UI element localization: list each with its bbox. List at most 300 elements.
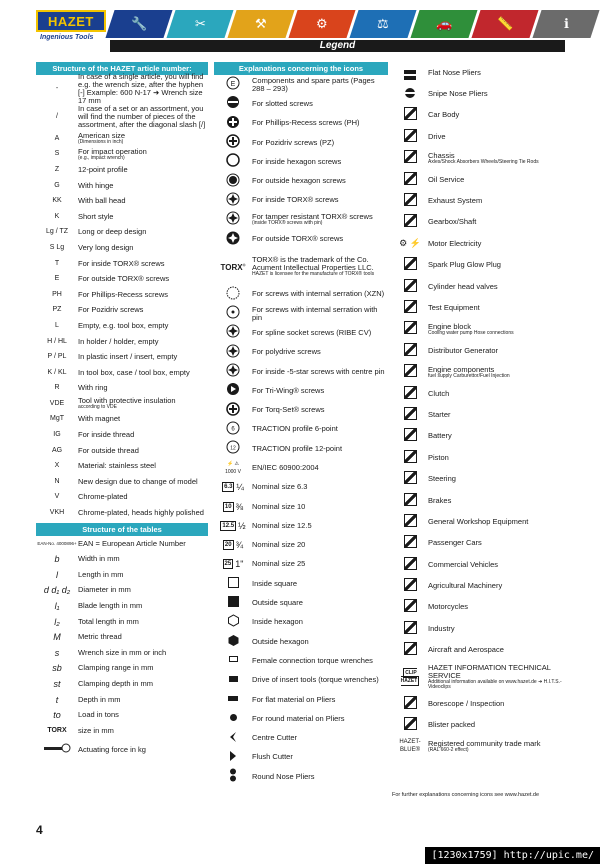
- legend-row: [214, 651, 388, 670]
- legend-row: [392, 255, 568, 276]
- legend-text: EAN = European Article Number: [78, 538, 186, 548]
- legend-row: [36, 365, 208, 381]
- legend-row: [36, 536, 208, 552]
- legend-text: For inside hexagon screws: [252, 156, 342, 166]
- motorcycles-icon: [392, 599, 428, 615]
- legend-text: With ring: [78, 383, 108, 393]
- legend-subtext: (inside TORX® screws with pin): [252, 220, 323, 227]
- flat-nose-icon: [392, 69, 428, 77]
- legend-row: [214, 381, 388, 400]
- legend-text: Distributor Generator: [428, 345, 499, 355]
- blister-icon: [392, 717, 428, 733]
- torq-set-icon: [214, 402, 252, 419]
- legend-text: Wrench size in mm or inch: [78, 647, 167, 657]
- legend-row: [392, 83, 568, 104]
- legend-row: [392, 169, 568, 190]
- article-symbol: E: [54, 275, 60, 283]
- legend-text: Borescope / Inspection: [428, 698, 505, 708]
- legend-text: HAZET INFORMATION TECHNICAL SERVICE Additional information available on www.hazet.de ➜ H.I.T.S.-Videoclips: [428, 664, 568, 690]
- category-tab[interactable]: [166, 10, 233, 38]
- legend-row: [392, 361, 568, 382]
- article-symbol: K / KL: [47, 368, 67, 376]
- torx-logo-icon: TORX®: [220, 261, 246, 272]
- legend-text: Blade length in mm: [78, 601, 143, 611]
- legend-text: With magnet: [78, 414, 121, 424]
- legend-text: In plastic insert / insert, empty: [78, 352, 178, 362]
- legend-row: [36, 225, 208, 241]
- legend-text: Centre Cutter: [252, 733, 298, 743]
- legend-row: [214, 152, 388, 171]
- legend-row: [392, 618, 568, 639]
- article-symbol: K: [54, 212, 60, 220]
- legend-text: In tool box, case / tool box, empty: [78, 367, 190, 377]
- legend-row: [392, 447, 568, 468]
- article-symbol: G: [54, 181, 60, 189]
- legend-text: Diameter in mm: [78, 585, 131, 595]
- legend-text: Nominal size 10: [252, 501, 306, 511]
- snipe-nose-icon: [392, 87, 428, 102]
- legend-text: Inside square: [252, 578, 298, 588]
- legend-text: Motorcycles: [428, 602, 469, 612]
- legend-row: [392, 693, 568, 714]
- agricultural-icon: [392, 578, 428, 594]
- aircraft-icon: [392, 642, 428, 658]
- legend-text: Long or deep design: [78, 227, 147, 237]
- legend-text: Chrome-plated: [78, 492, 128, 502]
- article-symbol: IG: [53, 431, 61, 439]
- car-body-icon: [392, 107, 428, 123]
- legend-text: size in mm: [78, 725, 114, 735]
- legend-text: For Torq-Set® screws: [252, 405, 325, 415]
- table-symbol: d d₁ d₂: [43, 585, 71, 596]
- category-icons-column: [392, 62, 568, 757]
- legend-row: [36, 583, 208, 599]
- legend-text: Actuating force in kg: [78, 744, 146, 754]
- legend-row: [214, 555, 388, 574]
- article-structure-heading: Structure of the HAZET article number:: [36, 62, 208, 75]
- legend-row: [214, 304, 388, 323]
- svg-text:E: E: [230, 81, 236, 89]
- article-symbol: VKH: [49, 509, 65, 517]
- table-symbol: b: [54, 554, 60, 565]
- footnote: For further explanations concerning icons see www.hazet.de: [392, 792, 540, 798]
- size20-icon: 20 ¾: [224, 540, 244, 551]
- phillips-icon: [214, 115, 252, 132]
- table-symbol: l₁: [54, 601, 60, 612]
- legend-row: [214, 690, 388, 709]
- legend-row: [36, 271, 208, 287]
- legend-text: Empty, e.g. tool box, empty: [78, 320, 169, 330]
- legend-text: For tamper resistant TORX® screws (inside TORX® screws with pin): [252, 213, 388, 226]
- size25-icon: 25 1": [224, 559, 244, 570]
- article-symbol: R: [54, 384, 60, 392]
- legend-row: [214, 748, 388, 767]
- legend-row: [36, 334, 208, 350]
- round-material-icon: [214, 714, 252, 724]
- female-connection-icon: [214, 656, 252, 665]
- icons-explanation-heading: Explanations concerning the icons: [214, 62, 388, 75]
- legend-row: [214, 632, 388, 651]
- legend-row: [36, 427, 208, 443]
- legend-row: [392, 404, 568, 425]
- legend-text: Steering: [428, 474, 456, 484]
- spark-plug-icon: [392, 257, 428, 273]
- legend-row: [36, 240, 208, 256]
- legend-text: For inside -5-star screws with centre pin: [252, 366, 385, 376]
- torx-outside-icon: [214, 231, 252, 248]
- legend-text: Engine block Cooling water pump Hose connections: [428, 323, 568, 336]
- legend-row: [392, 233, 568, 254]
- legend-row: [214, 671, 388, 690]
- legend-row: [36, 381, 208, 397]
- legend-row: [392, 383, 568, 404]
- drive-icon: [392, 129, 428, 145]
- article-symbol: A: [54, 134, 60, 142]
- legend-subtext: Cooling water pump Hose connections: [428, 329, 514, 336]
- torx-inside-icon: [214, 192, 252, 209]
- legend-text: Starter: [428, 409, 451, 419]
- distributor-icon: [392, 343, 428, 359]
- legend-text: General Workshop Equipment: [428, 516, 529, 526]
- legend-text: TRACTION profile 6-point: [252, 424, 338, 434]
- legend-text: Nominal size 12.5: [252, 520, 312, 530]
- legend-row: [36, 474, 208, 490]
- legend-row: [214, 458, 388, 477]
- legend-row: [36, 131, 208, 147]
- legend-row: [214, 133, 388, 152]
- traction6-icon: [214, 421, 252, 438]
- legend-text: Clamping range in mm: [78, 663, 154, 673]
- legend-row: [392, 554, 568, 575]
- legend-text: For Pozidriv screws (PZ): [252, 137, 335, 147]
- table-symbol: to: [53, 710, 61, 721]
- category-tab[interactable]: [349, 10, 416, 38]
- legend-text: Very long design: [78, 242, 134, 252]
- table-symbol: M: [53, 632, 61, 643]
- outside-square-icon: [214, 596, 252, 610]
- legend-row: [36, 739, 208, 761]
- hazet-info-icon: CLIP HAZET: [400, 669, 418, 684]
- article-symbol: V: [54, 493, 60, 501]
- page-header: [0, 0, 600, 56]
- article-symbol: N: [54, 477, 60, 485]
- legend-row: [36, 349, 208, 365]
- article-symbol: Lg / TZ: [45, 228, 69, 236]
- legend-text: Outside hexagon: [252, 636, 309, 646]
- legend-text: For impact operation (e.g., impact wrench): [78, 148, 208, 161]
- legend-row: [214, 114, 388, 133]
- size63-icon: 6.3 ¼: [224, 482, 244, 493]
- legend-row: [214, 171, 388, 190]
- legend-row: [214, 478, 388, 497]
- legend-row: [36, 629, 208, 645]
- legend-text: In holder / holder, empty: [78, 336, 159, 346]
- legend-row: [36, 103, 208, 131]
- legend-text: Clutch: [428, 388, 450, 398]
- motor-electricity-icon: ⚙ ⚡: [399, 237, 421, 248]
- legend-row: [36, 614, 208, 630]
- torque-wrench-icon: ⚖: [377, 16, 389, 31]
- legend-row: [214, 210, 388, 229]
- table-symbol: l: [56, 569, 58, 580]
- legend-text: Aircraft and Aerospace: [428, 645, 504, 655]
- article-symbol: KK: [52, 197, 62, 205]
- legend-row: [36, 676, 208, 692]
- force-gauge-icon: [36, 742, 78, 757]
- table-symbol: l₂: [54, 616, 60, 627]
- legend-row: [392, 490, 568, 511]
- legend-text: Components and spare parts (Pages 288 – 293): [252, 75, 375, 93]
- legend-row: [392, 736, 568, 757]
- hazet-logo: HAZET: [36, 10, 106, 32]
- legend-row: [392, 105, 568, 126]
- legend-row: [214, 323, 388, 342]
- legend-text: For spline socket screws (RIBE CV): [252, 327, 372, 337]
- legend-subtext: Axles/Shock Absorbers Wheels/Steering Tie Rods: [428, 158, 539, 165]
- tagline: Ingenious Tools: [40, 34, 94, 41]
- legend-text: Material: stainless steel: [78, 461, 156, 471]
- legend-text: Outside square: [252, 598, 303, 608]
- tri-wing-icon: [214, 382, 252, 399]
- legend-row: [36, 443, 208, 459]
- wrench-icon: 🔧: [130, 16, 148, 31]
- article-symbol: AG: [51, 446, 63, 454]
- legend-row: [36, 645, 208, 661]
- inside-hexagon-icon: [214, 614, 252, 630]
- legend-row: [392, 62, 568, 83]
- legend-text: Agricultural Machinery: [428, 581, 503, 591]
- legend-row: [36, 723, 208, 739]
- legend-row: [36, 147, 208, 163]
- legend-text: Cylinder head valves: [428, 281, 498, 291]
- hex-inside-icon: [214, 153, 252, 170]
- legend-text: Gearbox/Shaft: [428, 217, 477, 227]
- article-symbol: MgT: [50, 415, 64, 423]
- category-tabs: [110, 10, 598, 38]
- legend-row: [36, 318, 208, 334]
- size125-icon: 12.5 ½: [222, 520, 246, 531]
- legend-text: Registered community trade mark (RAL 660-2 effect): [428, 740, 568, 753]
- legend-title: Legend: [110, 40, 565, 52]
- legend-row: [392, 575, 568, 596]
- legend-text: EN/IEC 60900:2004: [252, 462, 319, 472]
- legend-row: [214, 229, 388, 248]
- legend-row: [36, 303, 208, 319]
- legend-text: Length in mm: [78, 569, 124, 579]
- torx-size-symbol: TORX: [47, 726, 67, 734]
- legend-text: For outside thread: [78, 445, 139, 455]
- legend-text: Oil Service: [428, 174, 465, 184]
- table-symbol: s: [54, 647, 60, 658]
- legend-row: [36, 551, 208, 567]
- legend-text: For outside TORX® screws: [78, 274, 170, 284]
- category-tab[interactable]: [105, 10, 172, 38]
- torx-tamper-icon: [214, 211, 252, 228]
- legend-text: For Phillips-Recess screws (PH): [252, 118, 360, 128]
- info-icon: ℹ: [563, 16, 569, 31]
- legend-row: [392, 148, 568, 169]
- five-star-icon: [214, 363, 252, 380]
- legend-text: Chrome-plated, heads highly polished: [78, 508, 204, 518]
- legend-subtext: (Dimensions in inch): [78, 139, 124, 146]
- legend-row: [214, 593, 388, 612]
- legend-row: [214, 285, 388, 304]
- size10-icon: 10 ⅜: [224, 501, 244, 512]
- article-symbol: -: [55, 85, 59, 92]
- clutch-icon: [392, 386, 428, 402]
- category-tab[interactable]: [471, 10, 538, 38]
- legend-text: For outside hexagon screws: [252, 176, 346, 186]
- xzn-pin-icon: [214, 305, 252, 322]
- legend-text: For Tri-Wing® screws: [252, 385, 325, 395]
- legend-text: For inside TORX® screws: [252, 195, 339, 205]
- legend-text: American size (Dimensions in inch): [78, 132, 208, 145]
- piston-icon: [392, 450, 428, 466]
- legend-row: [214, 420, 388, 439]
- legend-text: For inside thread: [78, 430, 135, 440]
- legend-text: 12-point profile: [78, 164, 128, 174]
- gears-icon: ⚙: [316, 16, 328, 31]
- legend-row: [392, 468, 568, 489]
- legend-text: For screws with internal serration with pin: [252, 304, 378, 322]
- category-tab[interactable]: [532, 10, 599, 38]
- starter-icon: [392, 407, 428, 423]
- legend-text: Exhaust System: [428, 196, 483, 206]
- legend-text: Metric thread: [78, 632, 122, 642]
- legend-row: [214, 400, 388, 419]
- legend-text: Industry: [428, 623, 455, 633]
- legend-row: [392, 714, 568, 735]
- table-symbol: t: [55, 694, 59, 705]
- article-symbol: T: [54, 259, 60, 267]
- hazet-blue-icon: HAZET- BLUE®: [399, 739, 421, 754]
- legend-text: In case of a single article, you will find e.g. the wrench size, after the hyphen [-] Example: 600 N-17 ➜ Wrench size 17 mm: [78, 72, 204, 105]
- legend-text: For Pozidriv screws: [78, 305, 144, 315]
- outside-hexagon-icon: [214, 634, 252, 650]
- legend-text: For polydrive screws: [252, 347, 321, 357]
- legend-row: [392, 276, 568, 297]
- legend-text: Short style: [78, 211, 114, 221]
- legend-row: [214, 516, 388, 535]
- passenger-cars-icon: [392, 535, 428, 551]
- legend-row: [214, 709, 388, 728]
- legend-row: [214, 536, 388, 555]
- icons-explanation-column: [214, 62, 388, 786]
- measuring-icon: 📏: [496, 16, 514, 31]
- legend-text: With hinge: [78, 180, 114, 190]
- slotted-icon: [214, 95, 252, 112]
- legend-row: [36, 505, 208, 521]
- spline-icon: [214, 324, 252, 341]
- legend-text: For round material on Pliers: [252, 713, 345, 723]
- legend-text: With ball head: [78, 196, 126, 206]
- article-symbol: PH: [52, 290, 62, 298]
- legend-text: For outside TORX® screws: [252, 234, 344, 244]
- legend-text: In case of a set or an assortment, you will find the number of pieces of the assortment, after the diagonal slash [/]: [78, 104, 206, 129]
- category-tab[interactable]: [227, 10, 294, 38]
- legend-text: For screws with internal serration (XZN): [252, 289, 385, 299]
- legend-text: Nominal size 6.3: [252, 482, 308, 492]
- legend-row: [214, 439, 388, 458]
- steering-icon: [392, 471, 428, 487]
- legend-row: [214, 767, 388, 786]
- borescope-icon: [392, 696, 428, 712]
- article-symbol: X: [54, 462, 60, 470]
- battery-icon: [392, 428, 428, 444]
- legend-row: [36, 256, 208, 272]
- legend-row: [214, 497, 388, 516]
- flat-material-icon: [214, 696, 252, 704]
- industry-icon: [392, 621, 428, 637]
- legend-text: Nominal size 20: [252, 540, 306, 550]
- legend-row: [392, 212, 568, 233]
- legend-row: [392, 661, 568, 693]
- centre-cutter-icon: [214, 731, 252, 746]
- article-symbol: PZ: [52, 306, 62, 314]
- legend-text: Clamping depth in mm: [78, 678, 154, 688]
- legend-row: [36, 412, 208, 428]
- pliers-icon: ✂: [194, 16, 206, 31]
- legend-row: [36, 193, 208, 209]
- brakes-icon: [392, 493, 428, 509]
- legend-row: [392, 340, 568, 361]
- article-symbol: /: [56, 113, 58, 120]
- legend-row: [214, 343, 388, 362]
- legend-row: [36, 396, 208, 412]
- legend-row: [214, 249, 388, 285]
- legend-text: For slotted screws: [252, 98, 313, 108]
- legend-row: [36, 458, 208, 474]
- cylinder-head-icon: [392, 279, 428, 295]
- legend-subtext: (RAL 660-2 effect): [428, 746, 469, 753]
- category-tab[interactable]: [288, 10, 355, 38]
- legend-row: [36, 490, 208, 506]
- legend-text: Width in mm: [78, 554, 120, 564]
- legend-row: [214, 362, 388, 381]
- legend-text: Engine components fuel supply Carburettor/Fuel Injection: [428, 366, 568, 379]
- pozidriv-icon: [214, 134, 252, 151]
- legend-text: Blister packed: [428, 720, 476, 730]
- legend-text: Chassis Axles/Shock Absorbers Wheels/Steering Tie Rods: [428, 152, 568, 165]
- legend-row: [392, 426, 568, 447]
- inside-square-icon: [214, 577, 252, 591]
- page-number: 4: [36, 823, 43, 837]
- legend-text: For Phillips-Recess screws: [78, 289, 169, 299]
- article-structure-column: [36, 62, 208, 761]
- article-symbol: S Lg: [49, 243, 65, 251]
- legend-row: [392, 190, 568, 211]
- legend-row: [392, 597, 568, 618]
- legend-text: Flush Cutter: [252, 752, 293, 762]
- svg-text:6: 6: [231, 426, 235, 433]
- category-tab[interactable]: [410, 10, 477, 38]
- hex-outside-icon: [214, 173, 252, 190]
- article-symbol: H / HL: [47, 337, 67, 345]
- legend-row: [392, 319, 568, 340]
- legend-text: Drive of insert tools (torque wrenches): [252, 675, 379, 685]
- tables-structure-heading: Structure of the tables: [36, 523, 208, 536]
- legend-subtext: (e.g., impact wrench): [78, 154, 125, 161]
- legend-subtext: fuel supply Carburettor/Fuel Injection: [428, 372, 510, 379]
- polydrive-icon: [214, 344, 252, 361]
- legend-text: Total length in mm: [78, 616, 139, 626]
- legend-row: [392, 297, 568, 318]
- legend-row: [214, 574, 388, 593]
- test-equipment-icon: [392, 300, 428, 316]
- legend-text: TORX® is the trademark of the Co. Acument Intellectual Properties LLC. HAZET is licensee for the manufacture of TORX® tools: [252, 256, 388, 277]
- legend-row: [36, 178, 208, 194]
- legend-text: Battery: [428, 431, 452, 441]
